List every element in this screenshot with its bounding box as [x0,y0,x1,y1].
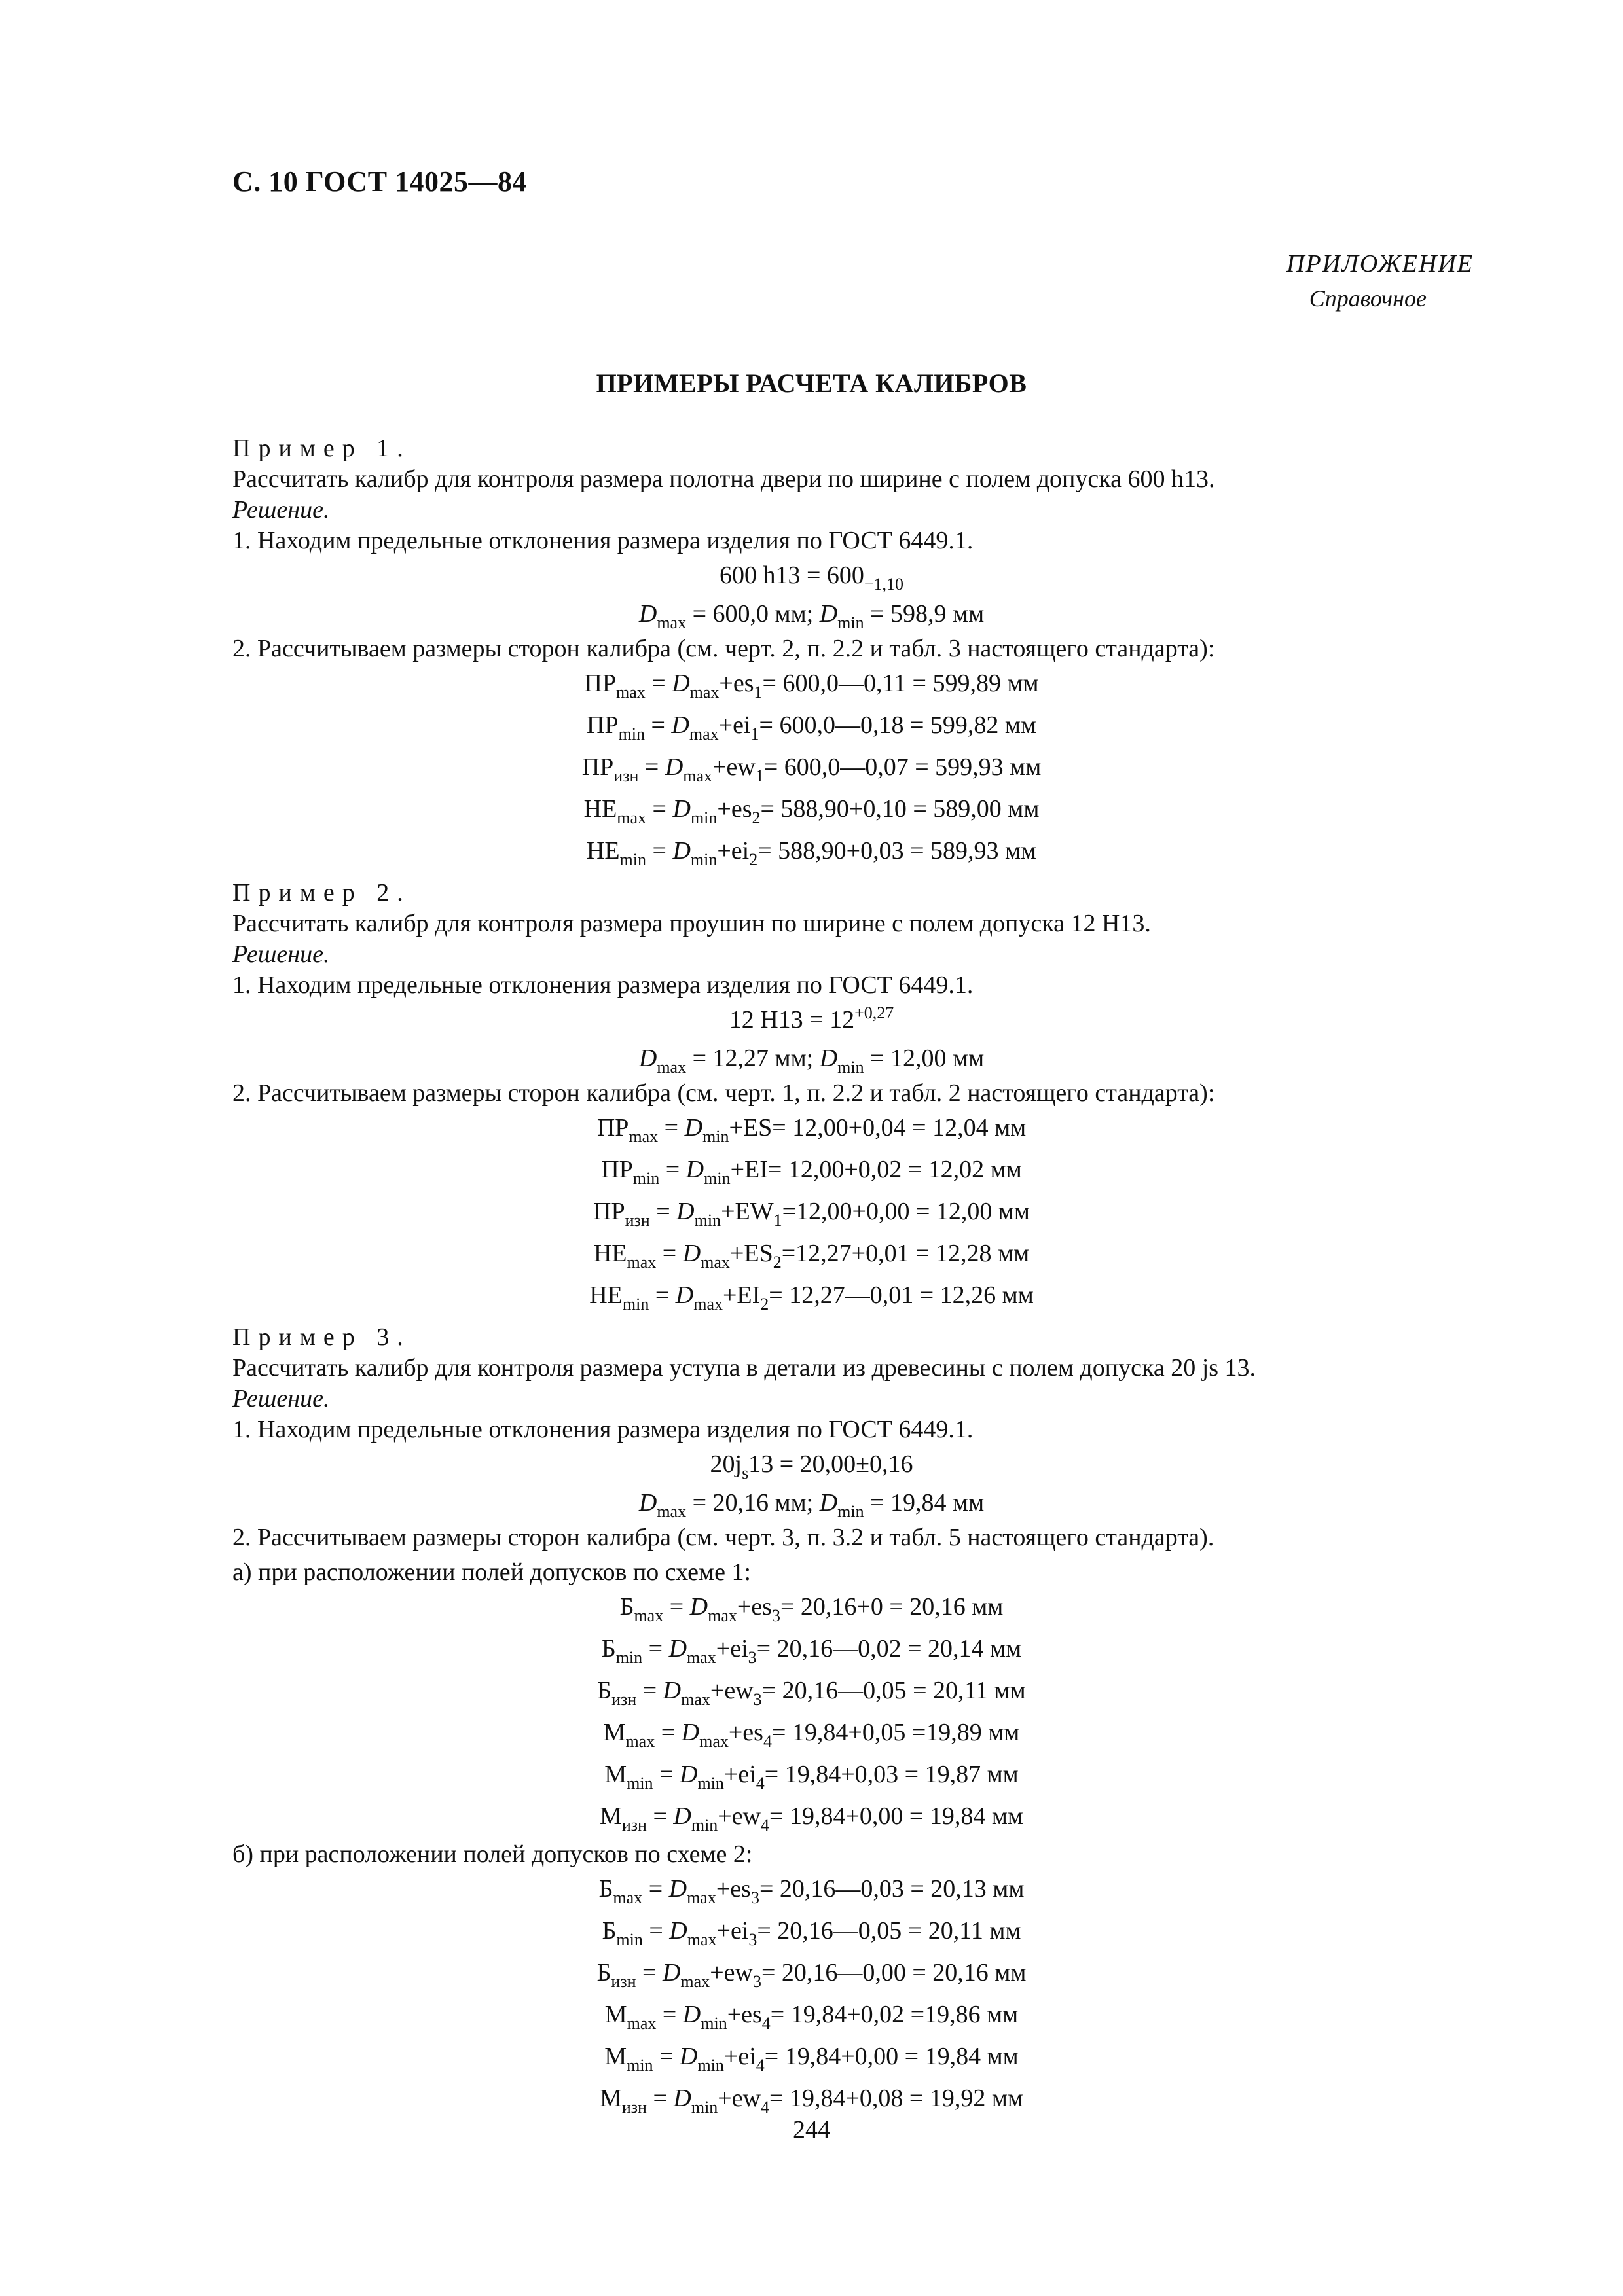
solution-label [232,495,1463,526]
plus-sign: + [716,1635,731,1662]
deviation-term: EI [737,1282,761,1309]
deviation-index: 3 [748,1930,757,1949]
gauge-index: изн [613,766,639,785]
gauge-symbol: М [604,2043,627,2070]
gauge-index: min [615,1648,643,1667]
equals-sign: = [645,670,672,697]
step-1 [232,970,1463,1001]
formula-value: = 20,16+0 = 20,16 мм [780,1593,1004,1621]
gauge-symbol: НЕ [589,1282,623,1309]
d-index: min [704,1169,731,1188]
equals-sign: = [646,837,673,865]
gauge-symbol: НЕ [586,837,620,865]
equals-sign: = [653,2043,680,2070]
scheme-a-label-text: а) при расположении полей допусков по схеме 1: [232,1558,752,1586]
gauge-formula [0,1755,1623,1797]
equals-sign: = [636,1677,663,1704]
deviation-term: ew [724,1677,754,1704]
equals-sign: = [658,1114,685,1141]
d-symbol: D [672,837,691,865]
limits-separator: ; [806,1045,820,1072]
appendix-label-block [1286,245,1474,315]
step-2-text: 2. Рассчитываем размеры сторон калибра (см. черт. 1, п. 2.2 и табл. 2 настоящего стандарта): [232,1079,1215,1107]
equals-sign: = [686,1045,713,1072]
deviation-term: EW [735,1198,774,1225]
formula-value: = 19,84+0,00 = 19,84 мм [769,1803,1023,1830]
gauge-symbol: НЕ [593,1240,627,1267]
example-task [232,908,1463,939]
formula-value: =12,27+0,01 = 12,28 мм [781,1240,1030,1267]
d-symbol: D [638,1045,657,1072]
gauge-symbol: НЕ [583,795,617,823]
gauge-formula [0,1588,1623,1630]
example-task-text: Рассчитать калибр для контроля размера проушин по ширине с полем допуска 12 H13. [232,910,1151,937]
formula-value: = 588,90+0,03 = 589,93 мм [757,837,1037,865]
formula-value: = 20,16—0,05 = 20,11 мм [761,1677,1026,1704]
example-heading [232,878,1463,908]
equals-sign: = [636,1959,663,1986]
example-task-text: Рассчитать калибр для контроля размера уступа в детали из древесины с полем допуска 20 js 13. [232,1354,1256,1382]
deviation-term: ei [738,2043,756,2070]
page-number: 244 [793,2116,830,2144]
d-index: max [687,1888,716,1907]
d-index: max [689,725,719,744]
d-symbol: D [663,1677,682,1704]
deviation-term: es [741,2001,762,2028]
gauge-index: изн [611,1690,637,1709]
gauge-index: max [616,683,646,702]
gauge-index: max [634,1606,664,1625]
example-task [232,464,1463,495]
formula-value: = 588,90+0,10 = 589,00 мм [760,795,1040,823]
formula-value: = 20,16—0,05 = 20,11 мм [757,1917,1021,1945]
deviation-term: es [742,1719,763,1746]
gauge-formula [0,1996,1623,2037]
solution-label [232,939,1463,970]
deviation-term: ei [731,837,750,865]
deviation-index: 4 [763,1732,772,1751]
deviation-term: ES [742,1114,773,1141]
deviation-index: 2 [749,850,758,869]
formula-value: = 19,84+0,08 = 19,92 мм [769,2085,1023,2112]
equals-sign: = [646,795,673,823]
d-symbol: D [685,1156,704,1183]
d-symbol: D [819,600,838,628]
gauge-formula [0,1234,1623,1276]
d-index: max [687,1930,717,1949]
d-index: min [690,850,718,869]
tolerance-deviation: +0,27 [854,1003,894,1022]
deviation-index: 4 [761,1816,770,1835]
example-heading-text: Пример 2. [232,879,411,906]
d-symbol: D [672,670,690,697]
limit-dimensions [0,1484,1623,1522]
gauge-symbol: ПР [586,711,619,739]
deviation-index: 2 [760,1295,769,1314]
gauge-symbol: М [603,1719,626,1746]
gauge-symbol: ПР [596,1114,629,1141]
solution-label-text: Решение. [232,496,330,524]
d-symbol: D [668,1635,687,1662]
equals-sign: = [642,1917,670,1945]
d-symbol: D [675,1282,694,1309]
d-symbol: D [680,1761,698,1788]
tolerance-size: 600 h13 = 600 [719,562,864,589]
deviation-index: 2 [752,808,761,827]
deviation-term: ei [738,1761,756,1788]
plus-sign: + [710,1959,724,1986]
gauge-index: изн [621,2098,647,2117]
d-index: max [701,1253,730,1272]
d-symbol: D [682,1240,701,1267]
step-2-text: 2. Рассчитываем размеры сторон калибра (см. черт. 3, п. 3.2 и табл. 5 настоящего стандарта). [232,1524,1214,1551]
document-title: ПРИМЕРЫ РАСЧЕТА КАЛИБРОВ [596,368,1027,398]
d-index: min [697,1774,724,1793]
tolerance-size: 12 H13 = 12 [729,1006,855,1033]
solution-label-text: Решение. [232,941,330,968]
equals-sign: = [653,1761,680,1788]
gauge-formula [0,790,1623,832]
deviation-index: 4 [756,2056,765,2075]
plus-sign: + [727,2001,742,2028]
gauge-symbol: Б [602,1917,617,1945]
deviation-index: 1 [754,683,763,702]
gauge-symbol: М [604,2001,627,2028]
gauge-formula [0,1672,1623,1713]
gauge-symbol: ПР [593,1198,625,1225]
step-1-text: 1. Находим предельные отклонения размера изделия по ГОСТ 6449.1. [232,971,974,999]
step-2 [232,1522,1463,1553]
equals-sign: = [686,1489,713,1516]
plus-sign: + [716,1875,731,1903]
step-2-text: 2. Рассчитываем размеры сторон калибра (см. черт. 2, п. 2.2 и табл. 3 настоящего стандарта): [232,635,1215,662]
min-index: min [837,1058,864,1077]
gauge-index: min [622,1295,649,1314]
d-index: max [680,1972,710,1991]
tolerance-sub: s [742,1463,749,1482]
step-2 [232,634,1463,664]
d-symbol: D [819,1045,838,1072]
scheme-b-label [232,1839,1463,1870]
gauge-formula [0,1870,1623,1912]
plus-sign: + [717,795,731,823]
gauge-formula [0,1713,1623,1755]
plus-sign: + [718,711,733,739]
min-index: min [837,613,864,632]
tolerance-deviation: −1,10 [864,575,904,594]
gauge-index: изн [621,1816,647,1835]
tolerance-size: 20j [710,1450,742,1478]
d-symbol: D [676,1198,695,1225]
dmax-value: 600,0 мм [712,600,807,628]
formula-value: = 19,84+0,00 = 19,84 мм [764,2043,1019,2070]
equals-sign: = [646,1803,674,1830]
limits-separator: ; [806,1489,820,1516]
plus-sign: + [710,1677,725,1704]
equals-sign: = [659,1156,686,1183]
example-heading-text: Пример 1. [232,435,411,462]
d-symbol: D [672,795,691,823]
deviation-term: ew [726,753,756,781]
gauge-formula [0,1797,1623,1839]
d-index: min [691,2098,718,2117]
equals-sign: = [864,600,891,628]
formula-value: = 19,84+0,03 = 19,87 мм [764,1761,1019,1788]
deviation-index: 4 [761,2098,770,2117]
deviation-index: 3 [771,1606,780,1625]
d-symbol: D [673,2085,691,2112]
formula-value: = 12,27—0,01 = 12,26 мм [769,1282,1034,1309]
appendix-type: Справочное [1309,285,1427,312]
scheme-a-label [232,1557,1463,1588]
limits-separator: ; [806,600,820,628]
deviation-term: ew [731,1803,761,1830]
solution-label [232,1384,1463,1414]
formula-value: = 600,0—0,18 = 599,82 мм [759,711,1037,739]
gauge-index: min [618,725,646,744]
gauge-symbol: Б [596,1959,611,1986]
step-1 [232,1414,1463,1445]
example-task-text: Рассчитать калибр для контроля размера полотна двери по ширине с полем допуска 600 h13. [232,465,1215,493]
d-index: max [693,1295,723,1314]
formula-value: = 600,0—0,11 = 599,89 мм [762,670,1039,697]
gauge-index: max [627,2014,657,2033]
max-index: max [657,1058,687,1077]
plus-sign: + [721,1198,735,1225]
d-symbol: D [681,1719,700,1746]
plus-sign: + [712,753,727,781]
deviation-index: 4 [761,2014,771,2033]
formula-value: =12,00+0,00 = 12,00 мм [782,1198,1030,1225]
d-index: max [681,1690,710,1709]
d-index: max [699,1732,729,1751]
gauge-formula [0,748,1623,790]
gauge-symbol: ПР [584,670,616,697]
deviation-index: 3 [750,1888,759,1907]
deviation-term: ei [733,711,751,739]
gauge-formula [0,1630,1623,1672]
plus-sign: + [719,670,733,697]
plus-sign: + [716,1917,731,1945]
equals-sign: = [864,1045,891,1072]
d-symbol: D [682,2001,701,2028]
step-1-text: 1. Находим предельные отклонения размера изделия по ГОСТ 6449.1. [232,1416,974,1443]
gauge-index: max [617,808,647,827]
plus-sign: + [723,2043,739,2070]
limit-dimensions [0,595,1623,634]
tolerance-formula [0,1001,1623,1039]
gauge-symbol: М [600,2085,622,2112]
d-index: max [708,1606,737,1625]
dmin-value: 598,9 мм [890,600,985,628]
plus-sign: + [737,1593,752,1621]
deviation-term: es [731,795,752,823]
d-symbol: D [669,1917,687,1945]
d-index: max [687,1648,716,1667]
max-index: max [657,1502,687,1521]
deviation-term: ew [731,2085,761,2112]
deviation-term: ei [730,1917,749,1945]
deviation-term: ES [744,1240,773,1267]
d-symbol: D [671,711,689,739]
equals-sign: = [864,1489,891,1516]
min-index: min [837,1502,864,1521]
formula-value: = 600,0—0,07 = 599,93 мм [763,753,1042,781]
dmin-value: 12,00 мм [890,1045,985,1072]
gauge-index: min [632,1169,660,1188]
appendix-label: ПРИЛОЖЕНИЕ [1286,250,1474,278]
gauge-formula [0,1954,1623,1996]
equals-sign: = [649,1198,677,1225]
plus-sign: + [729,1240,744,1267]
deviation-index: 3 [748,1648,757,1667]
gauge-symbol: Б [598,1875,613,1903]
deviation-index: 2 [773,1253,782,1272]
d-index: min [690,808,718,827]
formula-value: = 12,00+0,02 = 12,02 мм [767,1156,1022,1183]
gauge-index: max [627,1253,657,1272]
d-index: min [697,2056,724,2075]
gauge-index: изн [611,1972,636,1991]
dmax-value: 20,16 мм [712,1489,807,1516]
d-symbol: D [668,1875,687,1903]
plus-sign: + [723,1761,739,1788]
d-symbol: D [662,1959,681,1986]
gauge-index: max [625,1732,655,1751]
deviation-index: 1 [750,725,759,744]
deviation-term: ew [723,1959,753,1986]
step-1-text: 1. Находим предельные отклонения размера изделия по ГОСТ 6449.1. [232,527,974,554]
d-index: min [702,1127,729,1146]
d-symbol: D [689,1593,708,1621]
d-symbol: D [638,600,657,628]
tolerance-formula [0,556,1623,595]
equals-sign: = [645,711,672,739]
plus-sign: + [718,2085,732,2112]
equals-sign: = [686,600,713,628]
max-index: max [657,613,687,632]
gauge-formula [0,1912,1623,1954]
d-symbol: D [819,1489,838,1516]
dmin-value: 19,84 мм [890,1489,985,1516]
plus-sign: + [722,1282,737,1309]
gauge-symbol: Б [619,1593,634,1621]
equals-sign: = [663,1593,690,1621]
scheme-b-label-text: б) при расположении полей допусков по схеме 2: [232,1840,753,1868]
gauge-index: min [616,1930,643,1949]
gauge-symbol: М [604,1761,627,1788]
gauge-formula [0,2037,1623,2079]
formula-value: = 12,00+0,04 = 12,04 мм [772,1114,1027,1141]
gauge-index: min [627,1774,653,1793]
equals-sign: = [638,753,665,781]
equals-sign: = [656,1240,683,1267]
deviation-index: 1 [773,1211,782,1230]
gauge-index: min [627,2056,653,2075]
tolerance-value: 13 = 20,00±0,16 [748,1450,913,1478]
equals-sign: = [656,2001,683,2028]
deviation-term: EI [744,1156,768,1183]
equals-sign: = [642,1875,669,1903]
d-index: max [689,683,720,702]
equals-sign: = [649,1282,676,1309]
plus-sign: + [729,1114,743,1141]
gauge-formula [0,664,1623,706]
deviation-term: es [751,1593,772,1621]
gauge-formula [0,1193,1623,1234]
gauge-formula [0,1276,1623,1318]
formula-value: = 20,16—0,02 = 20,14 мм [756,1635,1022,1662]
deviation-term: es [733,670,754,697]
gauge-formula [0,1109,1623,1151]
deviation-index: 4 [756,1774,765,1793]
d-symbol: D [684,1114,703,1141]
example-task [232,1353,1463,1384]
d-symbol: D [638,1489,657,1516]
deviation-index: 3 [753,1690,762,1709]
plus-sign: + [730,1156,745,1183]
gauge-index: max [613,1888,643,1907]
gauge-index: max [629,1127,659,1146]
d-index: min [694,1211,721,1230]
page-header: С. 10 ГОСТ 14025—84 [232,166,528,198]
d-index: min [701,2014,727,2033]
step-1 [232,526,1463,556]
plus-sign: + [717,837,731,865]
equals-sign: = [646,2085,674,2112]
deviation-index: 3 [752,1972,761,1991]
example-heading [232,1322,1463,1353]
deviation-term: es [730,1875,751,1903]
gauge-formula [0,832,1623,874]
formula-value: = 19,84+0,05 =19,89 мм [771,1719,1020,1746]
d-index: max [683,766,713,785]
deviation-index: 1 [755,766,764,785]
formula-value: = 19,84+0,02 =19,86 мм [770,2001,1019,2028]
gauge-index: min [619,850,646,869]
deviation-term: ei [730,1635,748,1662]
plus-sign: + [728,1719,743,1746]
gauge-symbol: ПР [581,753,614,781]
d-symbol: D [673,1803,691,1830]
gauge-symbol: ПР [601,1156,633,1183]
formula-value: = 20,16—0,00 = 20,16 мм [761,1959,1027,1986]
tolerance-formula [0,1445,1623,1484]
formula-value: = 20,16—0,03 = 20,13 мм [759,1875,1025,1903]
example-heading-text: Пример 3. [232,1323,411,1351]
equals-sign: = [642,1635,669,1662]
gauge-symbol: Б [601,1635,616,1662]
gauge-index: изн [625,1211,650,1230]
solution-label-text: Решение. [232,1385,330,1412]
gauge-symbol: М [600,1803,622,1830]
step-2 [232,1078,1463,1109]
d-index: min [691,1816,718,1835]
d-symbol: D [665,753,684,781]
gauge-formula [0,706,1623,748]
dmax-value: 12,27 мм [712,1045,807,1072]
example-heading [232,433,1463,464]
gauge-formula [0,1151,1623,1193]
limit-dimensions [0,1039,1623,1078]
gauge-symbol: Б [597,1677,612,1704]
plus-sign: + [718,1803,732,1830]
d-symbol: D [680,2043,698,2070]
equals-sign: = [655,1719,682,1746]
document-body [232,433,1463,2121]
